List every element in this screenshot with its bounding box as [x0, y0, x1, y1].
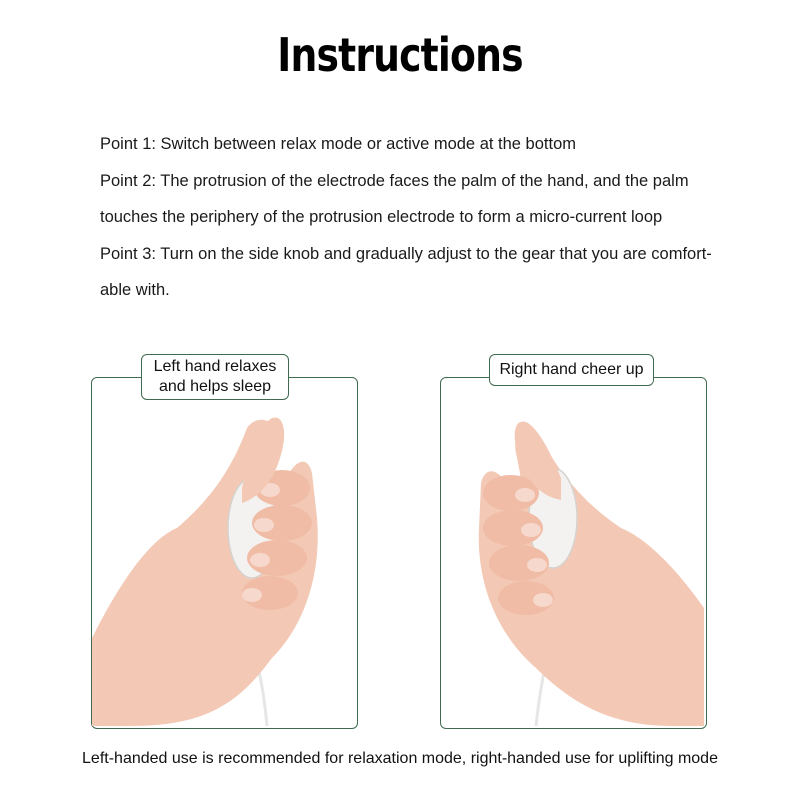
point-2-text-cont: touches the periphery of the protrusion electrode to form a micro-current loop [100, 208, 663, 226]
instruction-points [100, 126, 760, 309]
usage-caption: Left-handed use is recommended for relaxation mode, right-handed use for uplifting mode [82, 750, 718, 767]
point-3-text: Point 3: Turn on the side knob and gradually adjust to the gear that you are comfort- [100, 244, 712, 263]
left-hand-label-line2: and helps sleep [158, 378, 272, 395]
left-hand-image [92, 378, 355, 726]
point-1-text: Point 1: Switch between relax mode or active mode at the bottom [100, 135, 577, 153]
right-hand-label: Right hand cheer up [489, 354, 654, 386]
left-hand-label [141, 354, 289, 400]
left-hand-label-line1: Left hand relaxes [153, 358, 277, 375]
point-2-text: Point 2: The protrusion of the electrode faces the palm of the hand, and the palm [100, 171, 689, 190]
page-title: Instructions [277, 28, 523, 82]
point-3-text-cont: able with. [100, 281, 170, 299]
right-hand-image [441, 378, 704, 726]
